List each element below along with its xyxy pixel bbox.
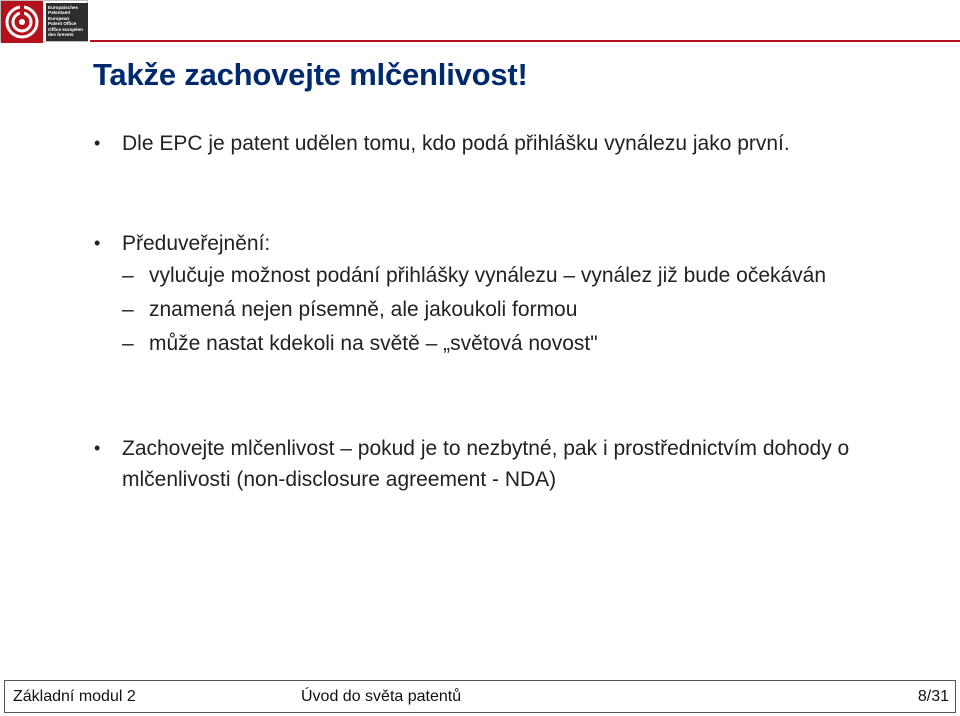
bullet-item <box>88 128 920 159</box>
footer-page-number: 8/31 <box>917 688 949 705</box>
logo-line: Patentamt <box>48 10 71 16</box>
bullet-item <box>88 228 920 259</box>
bullet-dot-icon: • <box>94 438 101 458</box>
dash-icon: – <box>122 332 134 355</box>
epo-logo-mark-icon <box>1 1 43 43</box>
sub-bullet-text: může nastat kdekoli na světě – „světová novost" <box>149 332 598 355</box>
bullet-item <box>88 433 920 495</box>
logo-line: Europäisches <box>48 5 79 10</box>
bullet-group-2 <box>88 228 920 361</box>
sub-bullet-item <box>88 259 920 293</box>
bullet-text: Předuveřejnění: <box>122 232 271 255</box>
bullet-dot-icon: • <box>94 133 101 153</box>
sub-bullet-item <box>88 327 920 361</box>
dash-icon: – <box>122 264 134 287</box>
sub-bullet-item <box>88 293 920 327</box>
epo-logo-text <box>46 3 88 41</box>
logo-line: Office européen <box>48 26 83 32</box>
logo-line: European <box>48 15 70 21</box>
footer-module: Základní modul 2 <box>13 688 136 705</box>
bullet-group-3 <box>88 433 920 495</box>
epo-logo <box>0 0 88 42</box>
bullet-text: Zachovejte mlčenlivost – pokud je to nezbytné, pak i prostřednictvím dohody o mlčenlivosti (non-disclosure agreement - NDA) <box>122 437 850 491</box>
footer-course-title: Úvod do světa patentů <box>301 688 462 705</box>
bullet-text: Dle EPC je patent udělen tomu, kdo podá přihlášku vynálezu jako první. <box>122 132 790 155</box>
slide-title: Takže zachovejte mlčenlivost! <box>93 57 528 92</box>
slide-footer <box>4 680 956 713</box>
header-rule <box>90 40 960 42</box>
bullet-group-1 <box>88 128 920 159</box>
sub-bullet-text: znamená nejen písemně, ale jakoukoli formou <box>149 298 578 321</box>
sub-bullet-text: vylučuje možnost podání přihlášky vynálezu – vynález již bude očekáván <box>149 264 827 287</box>
logo-line: Patent Office <box>48 21 77 27</box>
logo-line: des brevets <box>48 32 74 38</box>
dash-icon: – <box>122 298 134 321</box>
bullet-dot-icon: • <box>94 233 101 253</box>
